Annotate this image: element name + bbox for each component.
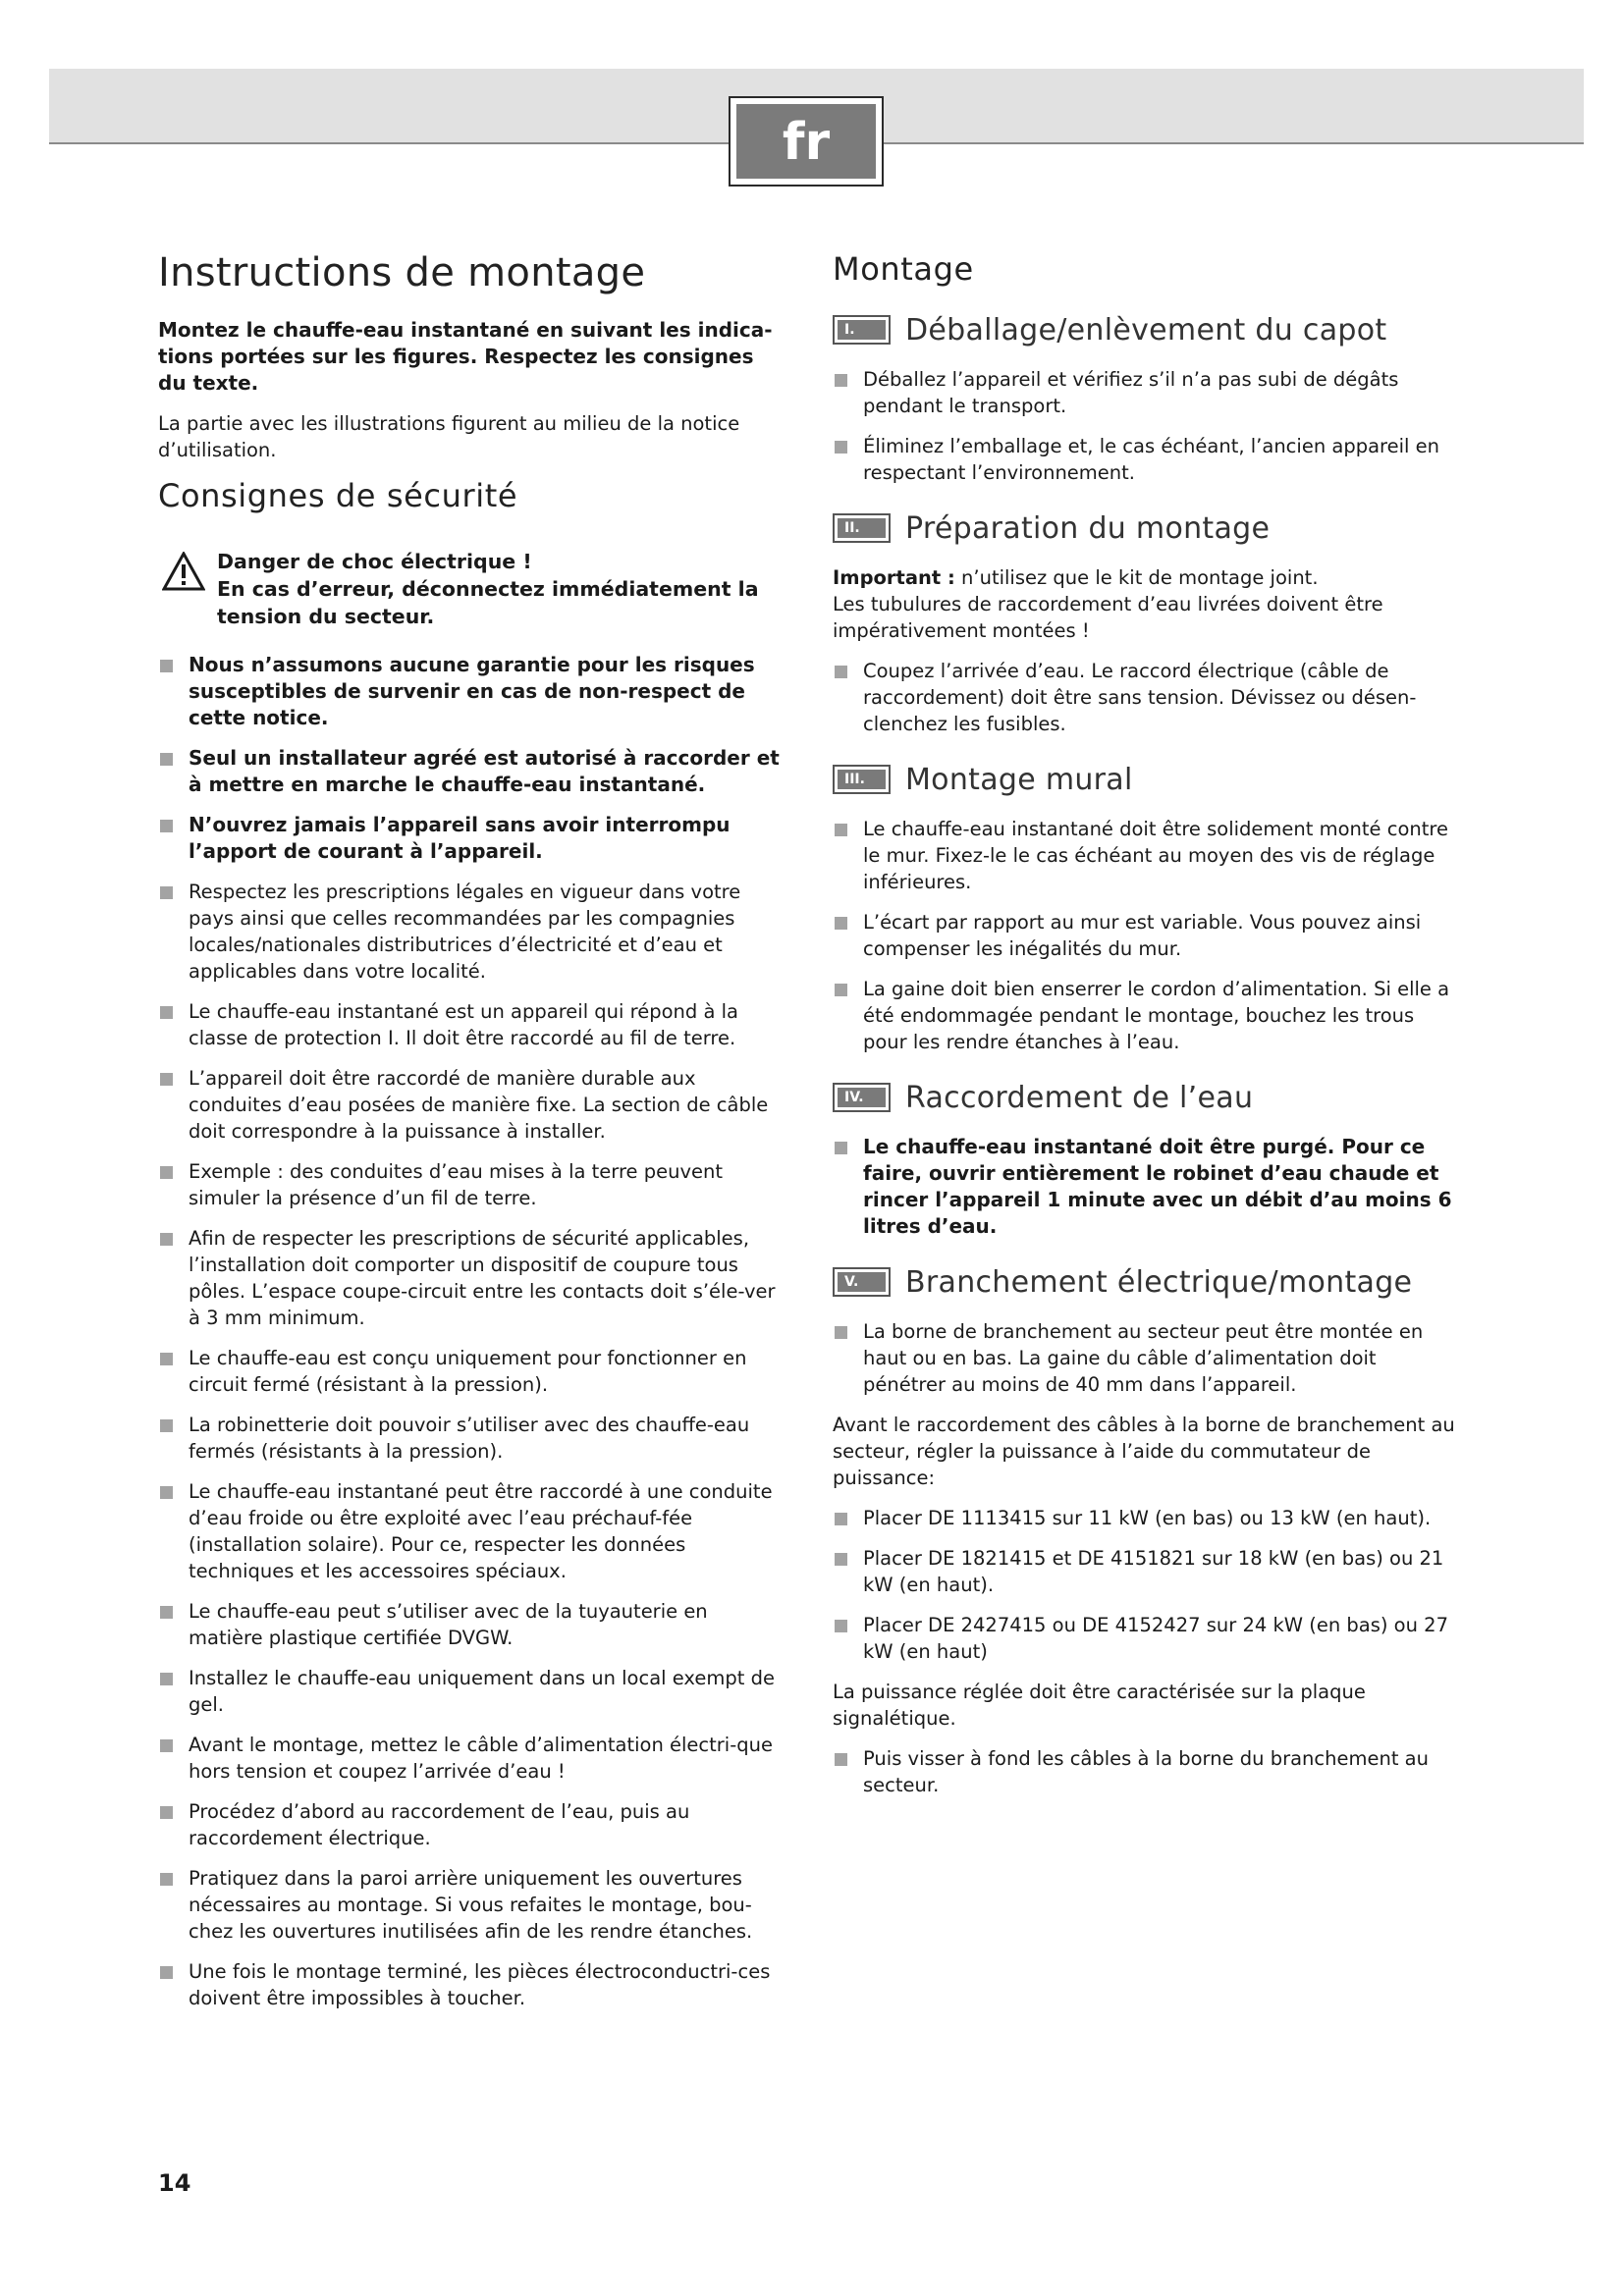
bullet-square-icon bbox=[835, 917, 847, 930]
list-item: Coupez l’arrivée d’eau. Le raccord électrique (câble de raccordement) doit être sans tension. Dévissez ou désen-clenchez les fusibles. bbox=[833, 658, 1461, 737]
montage-title: Montage bbox=[833, 250, 974, 288]
bullet-square-icon bbox=[160, 1233, 173, 1246]
warning-triangle-icon bbox=[162, 552, 205, 591]
bullet-square-icon bbox=[835, 1513, 847, 1525]
bullet-square-icon bbox=[835, 441, 847, 454]
list-item: Respectez les prescriptions légales en vigueur dans votre pays ainsi que celles recommandées par les compagnies locales/nationales distributrices d’électricité et d’eau et applicables dans votre localité. bbox=[158, 879, 786, 985]
list-item: La borne de branchement au secteur peut être montée en haut ou en bas. La gaine du câble d’alimentation doit pénétrer au moins de 40 mm dans l’appareil. bbox=[833, 1318, 1461, 1398]
language-code: fr bbox=[736, 104, 876, 179]
bullet-square-icon bbox=[160, 820, 173, 832]
bullet-square-icon bbox=[835, 824, 847, 836]
intro-bold: Montez le chauffe-eau instantané en suivant les indica-tions portées sur les figures. Respectez les consignes du texte. bbox=[158, 318, 773, 395]
bullet-square-icon bbox=[160, 1006, 173, 1019]
tubing-note: Les tubulures de raccordement d’eau livrées doivent être impérativement montées ! bbox=[833, 593, 1383, 642]
section-1-header bbox=[833, 313, 1461, 352]
section-4-header bbox=[833, 1081, 1461, 1120]
list-item: Pratiquez dans la paroi arrière uniquement les ouvertures nécessaires au montage. Si vous refaites le montage, bou-chez les ouvertures inutilisées afin de les rendre étanches. bbox=[158, 1865, 786, 1945]
list-item: Déballez l’appareil et vérifiez s’il n’a pas subi de dégâts pendant le transport. bbox=[833, 366, 1461, 419]
list-item: Avant le montage, mettez le câble d’alimentation électri-que hors tension et coupez l’arrivée d’eau ! bbox=[158, 1732, 786, 1785]
right-column bbox=[833, 250, 1461, 1812]
bullet-square-icon bbox=[160, 1806, 173, 1819]
power-setting-intro: Avant le raccordement des câbles à la borne de branchement au secteur, régler la puissance à l’aide du commutateur de puissance: bbox=[833, 1414, 1455, 1489]
bullet-square-icon bbox=[160, 1966, 173, 1979]
section-4-title: Raccordement de l’eau bbox=[905, 1081, 1254, 1115]
bullet-square-icon bbox=[835, 1142, 847, 1154]
list-item: Placer DE 2427415 ou DE 4152427 sur 24 kW (en bas) ou 27 kW (en haut) bbox=[833, 1612, 1461, 1665]
section-2-header bbox=[833, 511, 1461, 551]
bullet-square-icon bbox=[160, 1419, 173, 1432]
bullet-square-icon bbox=[160, 1606, 173, 1619]
section-3-title: Montage mural bbox=[905, 763, 1133, 797]
rating-plate-note: La puissance réglée doit être caractérisée sur la plaque signalétique. bbox=[833, 1681, 1366, 1730]
bullet-square-icon bbox=[835, 1753, 847, 1766]
important-note: Important : n’utilisez que le kit de montage joint. bbox=[833, 566, 1319, 589]
list-item: Puis visser à fond les câbles à la borne du branchement au secteur. bbox=[833, 1745, 1461, 1798]
section-2-title: Préparation du montage bbox=[905, 511, 1271, 546]
list-item: Seul un installateur agréé est autorisé à raccorder et à mettre en marche le chauffe-eau instantané. bbox=[158, 745, 786, 798]
section-number-box: I. bbox=[833, 315, 891, 345]
list-item: Nous n’assumons aucune garantie pour les risques susceptibles de survenir en cas de non-respect de cette notice. bbox=[158, 652, 786, 731]
bullet-square-icon bbox=[160, 1073, 173, 1086]
bullet-square-icon bbox=[160, 886, 173, 899]
safety-title: Consignes de sécurité bbox=[158, 477, 518, 514]
list-item: Le chauffe-eau instantané est un appareil qui répond à la classe de protection I. Il doit être raccordé au fil de terre. bbox=[158, 998, 786, 1051]
list-item: Le chauffe-eau est conçu uniquement pour fonctionner en circuit fermé (résistant à la pression). bbox=[158, 1345, 786, 1398]
section-number-box: II. bbox=[833, 513, 891, 543]
bullet-square-icon bbox=[160, 1353, 173, 1365]
page-title: Instructions de montage bbox=[158, 250, 646, 295]
list-item: Exemple : des conduites d’eau mises à la terre peuvent simuler la présence d’un fil de terre. bbox=[158, 1158, 786, 1211]
bullet-square-icon bbox=[835, 666, 847, 678]
bullet-square-icon bbox=[160, 1166, 173, 1179]
intro-text: La partie avec les illustrations figurent au milieu de la notice d’utilisation. bbox=[158, 412, 740, 461]
list-item: Le chauffe-eau peut s’utiliser avec de la tuyauterie en matière plastique certifiée DVGW. bbox=[158, 1598, 786, 1651]
language-tab bbox=[729, 96, 884, 187]
section-number-box: III. bbox=[833, 765, 891, 794]
bullet-square-icon bbox=[835, 984, 847, 996]
list-item: N’ouvrez jamais l’appareil sans avoir interrompu l’apport de courant à l’appareil. bbox=[158, 812, 786, 865]
warning-line-2: En cas d’erreur, déconnectez immédiatement la tension du secteur. bbox=[217, 577, 759, 628]
bullet-square-icon bbox=[160, 753, 173, 766]
warning-line-1: Danger de choc électrique ! bbox=[217, 550, 532, 573]
list-item: Procédez d’abord au raccordement de l’eau, puis au raccordement électrique. bbox=[158, 1798, 786, 1851]
section-5-title: Branchement électrique/montage bbox=[905, 1265, 1413, 1300]
list-item: Le chauffe-eau instantané doit être purgé. Pour ce faire, ouvrir entièrement le robinet d’eau chaude et rincer l’appareil 1 minute avec un débit d’au moins 6 litres d’eau. bbox=[833, 1134, 1461, 1240]
list-item: La robinetterie doit pouvoir s’utiliser avec des chauffe-eau fermés (résistants à la pression). bbox=[158, 1412, 786, 1465]
bullet-square-icon bbox=[160, 1739, 173, 1752]
bullet-square-icon bbox=[835, 1620, 847, 1632]
section-number-box: V. bbox=[833, 1267, 891, 1297]
list-item: Le chauffe-eau instantané peut être raccordé à une conduite d’eau froide ou être exploité avec l’eau préchauf-fée (installation solaire). Pour ce, respecter les données techniques et les accessoires spéciaux. bbox=[158, 1478, 786, 1584]
bullet-square-icon bbox=[160, 1486, 173, 1499]
list-item: Placer DE 1113415 sur 11 kW (en bas) ou 13 kW (en haut). bbox=[833, 1505, 1461, 1531]
list-item: Le chauffe-eau instantané doit être solidement monté contre le mur. Fixez-le le cas échéant au moyen des vis de réglage inférieures. bbox=[833, 816, 1461, 895]
list-item: Une fois le montage terminé, les pièces électroconductri-ces doivent être impossibles à toucher. bbox=[158, 1958, 786, 2011]
list-item: L’écart par rapport au mur est variable. Vous pouvez ainsi compenser les inégalités du mur. bbox=[833, 909, 1461, 962]
list-item: Placer DE 1821415 et DE 4151821 sur 18 kW (en bas) ou 21 kW (en haut). bbox=[833, 1545, 1461, 1598]
bullet-square-icon bbox=[835, 1326, 847, 1339]
section-number-box: IV. bbox=[833, 1083, 891, 1112]
page-number: 14 bbox=[158, 2169, 191, 2197]
bullet-square-icon bbox=[160, 1673, 173, 1685]
bullet-square-icon bbox=[835, 374, 847, 387]
section-5-header bbox=[833, 1265, 1461, 1305]
bullet-square-icon bbox=[835, 1553, 847, 1566]
left-column bbox=[158, 250, 786, 2025]
bullet-square-icon bbox=[160, 1873, 173, 1886]
list-item: Installez le chauffe-eau uniquement dans un local exempt de gel. bbox=[158, 1665, 786, 1718]
section-3-header bbox=[833, 763, 1461, 802]
safety-list bbox=[158, 652, 786, 2011]
bullet-square-icon bbox=[160, 660, 173, 672]
section-1-title: Déballage/enlèvement du capot bbox=[905, 313, 1387, 347]
list-item: L’appareil doit être raccordé de manière durable aux conduites d’eau posées de manière fixe. La section de câble doit correspondre à la puissance à installer. bbox=[158, 1065, 786, 1145]
list-item: Éliminez l’emballage et, le cas échéant, l’ancien appareil en respectant l’environnement. bbox=[833, 433, 1461, 486]
list-item: La gaine doit bien enserrer le cordon d’alimentation. Si elle a été endommagée pendant le montage, bouchez les trous pour les rendre étanches à l’eau. bbox=[833, 976, 1461, 1055]
list-item: Afin de respecter les prescriptions de sécurité applicables, l’installation doit comporter un dispositif de coupure tous pôles. L’espace coupe-circuit entre les contacts doit s’éle-ver à 3 mm minimum. bbox=[158, 1225, 786, 1331]
electric-warning bbox=[158, 548, 786, 630]
